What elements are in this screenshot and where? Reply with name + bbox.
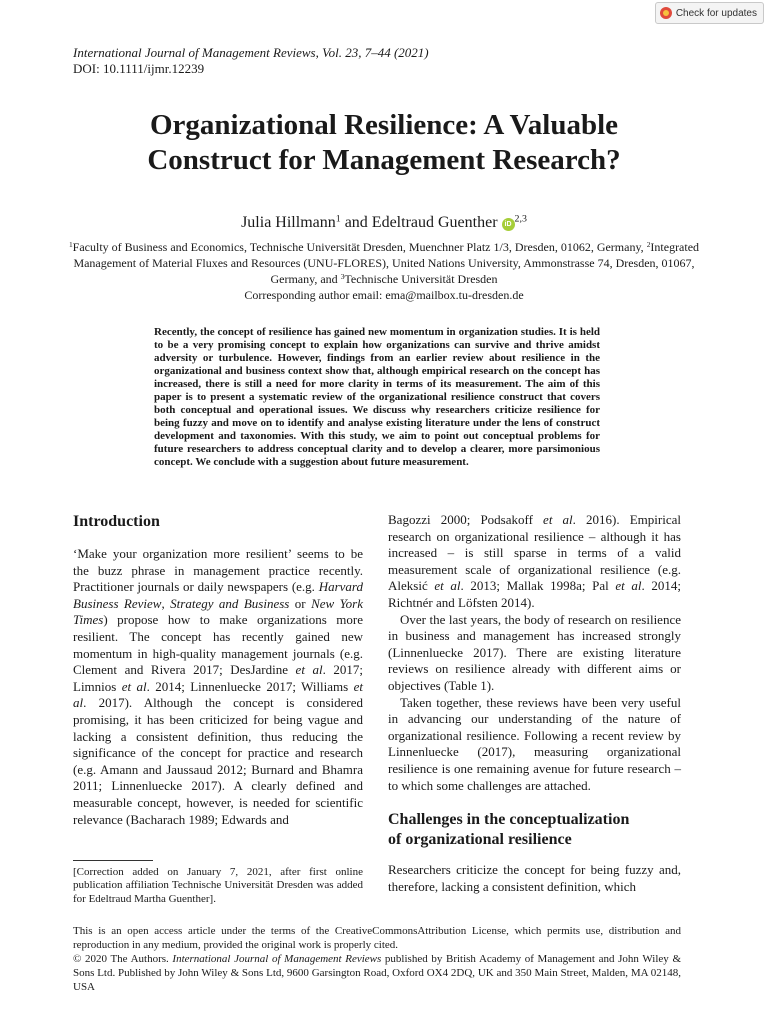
- footnote-divider: [73, 860, 153, 861]
- title-line-2: Construct for Management Research?: [147, 144, 621, 176]
- affil-mark-2: 2: [646, 239, 651, 249]
- challenges-heading-line-2: of organizational resilience: [388, 831, 572, 849]
- journal-citation: International Journal of Management Reviews, Vol. 23, 7–44 (2021): [73, 45, 429, 60]
- right-paragraph-3: Taken together, these reviews have been very useful in advancing our understanding of the nature of organizational resilience. Following a recent review by Linnenluecke (2017), measuring organizational resilience is one remaining avenue for future research – to which some challenges are attached.: [388, 694, 681, 793]
- right-paragraph-4: Researchers criticize the concept for being fuzzy and, therefore, lacking a consistent definition, which: [388, 862, 681, 894]
- author-connector: and: [340, 214, 372, 231]
- orcid-icon[interactable]: iD: [502, 218, 515, 231]
- author-1: Julia Hillmann: [241, 214, 336, 231]
- license-line-1: This is an open access article under the terms of the CreativeCommonsAttribution License, which permits use, distribution and reproduction in any medium, provided the original work is properly cited.: [73, 925, 681, 951]
- article-title: [60, 108, 708, 178]
- left-column: [73, 512, 363, 828]
- affiliation-1: Faculty of Business and Economics, Technische Universität Dresden, Muenchner Platz 1/3, Dresden, 01062, Germany,: [72, 240, 647, 254]
- affil-mark-3: 3: [340, 271, 345, 281]
- affiliation-3: Technische Universität Dresden: [344, 272, 498, 286]
- correction-footnote: [Correction added on January 7, 2021, after first online publication affiliation Technische Universität Dresden was added for Edeltraud Martha Guenther].: [73, 866, 363, 905]
- crossmark-icon: [660, 7, 672, 19]
- check-for-updates-label: Check for updates: [675, 7, 757, 19]
- title-line-1: Organizational Resilience: A Valuable: [149, 109, 619, 141]
- check-for-updates-button[interactable]: [655, 2, 764, 24]
- license-line-2: © 2020 The Authors. International Journal of Management Reviews published by British Academy of Management and John Wiley & Sons Ltd. Published by John Wiley & Sons Ltd, 9600 Garsington Road, Oxford OX4 2DQ, UK and 350 Main Street, Malden, MA 02148, USA: [73, 953, 681, 993]
- challenges-heading: [388, 810, 681, 850]
- corresponding-email: Corresponding author email: ema@mailbox.tu-dresden.de: [244, 288, 524, 302]
- introduction-heading: Introduction: [73, 513, 160, 530]
- right-paragraph-2: Over the last years, the body of research on resilience in business and management has increased strongly (Linnenluecke 2017). There are existing literature reviews on resilience already with different aims or objectives (Table 1).: [388, 611, 681, 693]
- author-2: Edeltraud Guenther: [371, 214, 498, 231]
- right-paragraph-1: Bagozzi 2000; Podsakoff et al. 2016). Empirical research on organizational resilience – although it has increased – is still sparse in terms of a valid measurement scale of organizational resilience (e.g. Aleksić et al. 2013; Mallak 1998a; Pal et al. 2014; Richtnér and Löfsten 2014).: [388, 512, 681, 610]
- intro-paragraph: ‘Make your organization more resilient’ seems to be the buzz phrase in management practice recently. Practitioner journals or daily newspapers (e.g. Harvard Business Review, Strategy and Business or New York Times) propose how to make organizations more resilient. The concept has recently gained new momentum in high-quality management journals (e.g. Clement and Rivera 2017; DesJardine et al. 2017; Limnios et al. 2014; Linnenluecke 2017; Williams et al. 2017). Although the concept is considered promising, it has been criticized for being vague and lacking a consistent definition, thus reducing the significance of the concept for practice and research (e.g. Amann and Jaussaud 2012; Burnard and Bhamra 2011; Linnenluecke 2017). A clearly defined and measurable concept, however, is needed for scientific relevance (Bacharach 1989; Edwards and: [73, 546, 363, 827]
- journal-header: [73, 45, 429, 77]
- affiliation-2: Integrated Management of Material Fluxes and Resources (UNU-FLORES), United Nations University, Ammonstrasse 74, Dresden, 01067, Germany, and: [73, 240, 700, 286]
- right-column: [388, 512, 681, 895]
- author-1-affil: 1: [335, 213, 341, 225]
- author-2-affil: 2,3: [514, 213, 527, 225]
- author-list: [60, 214, 708, 232]
- abstract: Recently, the concept of resilience has gained new momentum in organization studies. It is held to be a very promising concept to explain how organizations can survive and thrive amidst adversity or turbulence. However, findings from an earlier review about resilience in the organizational and business context show that, although empirical research on the concept has increased, there is still a need for more clarity in terms of its measurement. The aim of this paper is to present a systematic review of the organizational resilience construct that covers both conceptual and operational issues. We discuss why researchers criticize resilience for being fuzzy and move on to identify and analyse existing literature under the lens of construct development and taxonomies. With this study, we aim to point out conceptual problems for future researchers to address conceptual clarity and to develop a clearer, more parsimonious concept. We conclude with a suggestion about future measurement.: [154, 326, 600, 468]
- affiliations: [60, 239, 708, 303]
- doi: DOI: 10.1111/ijmr.12239: [73, 61, 205, 76]
- challenges-heading-line-1: Challenges in the conceptualization: [388, 811, 630, 829]
- license-notice: [73, 924, 681, 994]
- affil-mark-1: 1: [68, 239, 73, 249]
